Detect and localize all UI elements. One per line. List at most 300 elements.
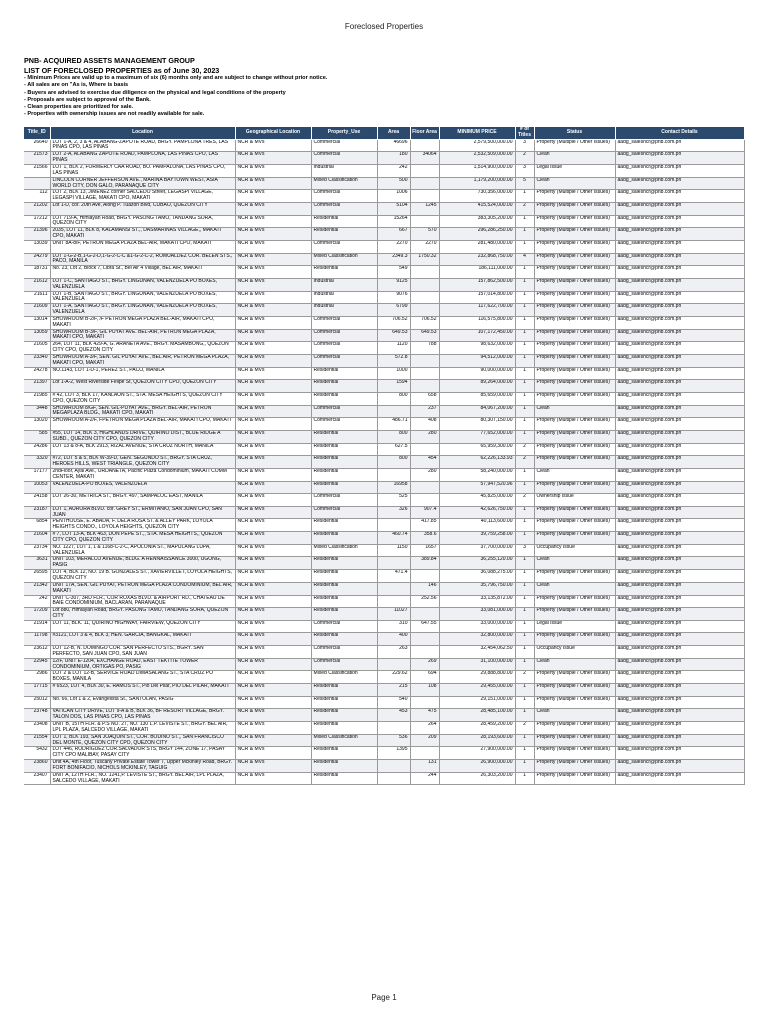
cell-floor-area	[410, 443, 439, 456]
cell-minimum-price: 28,193,600.00	[439, 734, 515, 747]
cell-location: LOT 1-A, 2, 3 & 4, ALABANG-ZAPOTE ROAD, BRGY. PAMPLONA TRES, LAS PINAS CPO, LAS PINAS	[50, 139, 235, 152]
cell-title-id: 24158	[24, 494, 50, 507]
cell-minimum-price: 42,626,750.00	[439, 506, 515, 519]
table-row	[24, 291, 744, 304]
cell-property-use: Mixed Classification	[311, 177, 377, 190]
cell-location: VATICAN CITY DRIVE, LOT 9-A & B, BLK 36, BF RESORT VILLAGE, BRGY. TALON DOS, LAS PINAS CPO, LAS PINAS	[50, 709, 235, 722]
table-row	[24, 671, 744, 684]
cell-area: 2270	[377, 241, 410, 254]
cell-floor-area	[410, 633, 439, 646]
cell-location: UNIT A, 12TH FLR., NO. 1241,P. LEVISTE ST., BRGY. BEL AIR, LPL PLAZA, SALCEDO VILLAGE, MAKATI	[50, 772, 235, 785]
cell-num-titles: 2	[515, 671, 534, 684]
table-row	[24, 544, 744, 557]
cell-minimum-price: 77,652,000.00	[439, 430, 515, 443]
cell-title-id: 17715	[24, 684, 50, 697]
cell-location: LOT 1-C, SANTIAGO ST., BRGY. LINGUNAN, VALENZUELA PO BOXES, VALENZUELA	[50, 278, 235, 291]
cell-minimum-price: 62,226,133.93	[439, 456, 515, 469]
cell-floor-area: 706.52	[410, 316, 439, 329]
cell-minimum-price: 232,868,750.00	[439, 253, 515, 266]
cell-status: Property (Multiple / Other Issues)	[534, 570, 615, 583]
cell-contact: aadg_salesncr@pnb.com.ph	[615, 329, 744, 342]
cell-property-use: Residential	[311, 608, 377, 621]
cell-location: #72, LOT 5 & 5, BLK W-39-D, GEN. SEGUNDO ST., BRGY. STA CRUZ, HEROES HILLS, WEST TRIANGLE, QUEZON CITY	[50, 456, 235, 469]
cell-minimum-price: 296,286,250.00	[439, 228, 515, 241]
notes-list	[24, 75, 744, 119]
cell-location: # 7, LOT 13-A, BLK 463, DON PEPE ST.,, STA. MESA HEIGHTS,, QUEZON CITY CPO, QUEZON CITY	[50, 532, 235, 545]
cell-area	[377, 582, 410, 595]
cell-title-id: 23340	[24, 355, 50, 368]
cell-status: Property (Multiple / Other Issues)	[534, 696, 615, 709]
cell-title-id: 24286	[24, 443, 50, 456]
cell-area: 486.71	[377, 418, 410, 431]
cell-property-use: Commercial	[311, 494, 377, 507]
cell-minimum-price: 32,800,000.00	[439, 633, 515, 646]
cell-minimum-price: 36,088,275.00	[439, 570, 515, 583]
cell-num-titles: 1	[515, 304, 534, 317]
cell-num-titles: 2	[515, 203, 534, 216]
cell-title-id: 21985	[24, 392, 50, 405]
cell-minimum-price: 57,947,520.96	[439, 481, 515, 494]
cell-title-id: 17177	[24, 468, 50, 481]
cell-geo-location: NCR & MVs	[235, 608, 311, 621]
cell-area: 572.8	[377, 355, 410, 368]
note-item: - Properties with ownership issues are not readily available for sale.	[24, 111, 205, 118]
cell-location: LINCOLN CORNER JEFFERSON AVE., MARINA BAYTOWN WEST, ASIA WORLD CITY, DON GALO, PARANAQUE CITY	[50, 177, 235, 190]
cell-minimum-price: 84,067,200.00	[439, 405, 515, 418]
cell-num-titles: 1	[515, 582, 534, 595]
cell-area: 263	[377, 646, 410, 659]
cell-title-id: 17212	[24, 215, 50, 228]
cell-location: LOT 1-B, SANTIAGO ST., BRGY. LINGUNAN, VALENZUELA PO BOXES, VALENZUELA	[50, 291, 235, 304]
cell-geo-location: NCR & MVs	[235, 620, 311, 633]
cell-status: Property (Multiple / Other Issues)	[534, 443, 615, 456]
cell-floor-area: 34064	[410, 152, 439, 165]
cell-floor-area: 658	[410, 392, 439, 405]
cell-property-use: Commercial	[311, 620, 377, 633]
cell-property-use: Residential	[311, 215, 377, 228]
cell-title-id: 11798	[24, 633, 50, 646]
cell-num-titles: 4	[515, 253, 534, 266]
table-row	[24, 355, 744, 368]
cell-property-use: Residential	[311, 532, 377, 545]
cell-area: 540	[377, 696, 410, 709]
table-row	[24, 430, 744, 443]
cell-status: Property (Multiple / Other Issues)	[534, 291, 615, 304]
cell-property-use: Residential	[311, 557, 377, 570]
cell-geo-location: NCR & MVs	[235, 152, 311, 165]
cell-title-id: 3631	[24, 557, 50, 570]
cell-property-use: Commercial	[311, 506, 377, 519]
cell-area	[377, 658, 410, 671]
cell-status: Property (Multiple / Other Issues)	[534, 608, 615, 621]
cell-geo-location: NCR & MVs	[235, 380, 311, 393]
cell-floor-area: 209	[410, 734, 439, 747]
cell-area: 471.4	[377, 570, 410, 583]
cell-geo-location: NCR & MVs	[235, 304, 311, 317]
cell-property-use: Residential	[311, 595, 377, 608]
cell-contact: aadg_salesncr@pnb.com.ph	[615, 747, 744, 760]
cell-num-titles: 1	[515, 228, 534, 241]
cell-location: # 42, LOT 3, BLK 17, KANLAON ST., STA. MESA HEIGHTS, QUEZON CITY CPO, QUEZON CITY	[50, 392, 235, 405]
cell-floor-area	[410, 266, 439, 279]
cell-property-use: Commercial	[311, 329, 377, 342]
cell-floor-area: 2270	[410, 241, 439, 254]
cell-title-id: 24278	[24, 367, 50, 380]
cell-floor-area: 417.85	[410, 519, 439, 532]
table-row	[24, 152, 744, 165]
cell-area	[377, 772, 410, 785]
cell-geo-location: NCR & MVs	[235, 418, 311, 431]
cell-geo-location: NCR & MVs	[235, 430, 311, 443]
cell-location: UNIT 17A, SEN. GIL PUYAT, PETRON MEGA PLAZA CONDOMINIUM, BEL AIR, MAKATI	[50, 582, 235, 595]
page-number: Page 1	[371, 993, 397, 1002]
note-item: - Clean properties are prioritized for sale.	[24, 104, 134, 111]
cell-status: Clean	[534, 709, 615, 722]
cell-contact: aadg_salesncr@pnb.com.ph	[615, 468, 744, 481]
cell-area: 242	[377, 164, 410, 177]
cell-floor-area	[410, 608, 439, 621]
cell-status: Property (Multiple / Other Issues)	[534, 367, 615, 380]
cell-geo-location: NCR & MVs	[235, 684, 311, 697]
col-header-location: Location	[50, 127, 235, 139]
cell-area: 11027	[377, 608, 410, 621]
cell-status: Property (Multiple / Other Issues)	[534, 519, 615, 532]
cell-geo-location: NCR & MVs	[235, 646, 311, 659]
cell-contact: aadg_salesncr@pnb.com.ph	[615, 734, 744, 747]
cell-minimum-price: 90,000,000.00	[439, 367, 515, 380]
cell-geo-location: NCR & MVs	[235, 164, 311, 177]
cell-status: Clean	[534, 658, 615, 671]
cell-title-id: 18731	[24, 266, 50, 279]
cell-property-use: Residential	[311, 772, 377, 785]
cell-title-id: 21609	[24, 304, 50, 317]
cell-minimum-price: 58,240,000.00	[439, 468, 515, 481]
cell-property-use: Residential	[311, 633, 377, 646]
cell-minimum-price: 1,179,200,000.00	[439, 177, 515, 190]
cell-title-id: 21573	[24, 152, 50, 165]
cell-contact: aadg_salesncr@pnb.com.ph	[615, 570, 744, 583]
cell-minimum-price: 27,900,000.00	[439, 747, 515, 760]
table-row	[24, 443, 744, 456]
cell-area	[377, 722, 410, 735]
cell-property-use: Residential	[311, 367, 377, 380]
cell-minimum-price: 40,113,600.00	[439, 519, 515, 532]
cell-contact: aadg_salesncr@pnb.com.ph	[615, 316, 744, 329]
cell-minimum-price: 116,575,800.00	[439, 316, 515, 329]
cell-property-use: Commercial	[311, 139, 377, 152]
cell-geo-location: NCR & MVs	[235, 481, 311, 494]
cell-area	[377, 760, 410, 773]
cell-status: Property (Multiple / Other Issues)	[534, 633, 615, 646]
cell-area: 1120	[377, 342, 410, 355]
col-header-contact: Contact Details	[615, 127, 744, 139]
cell-title-id: 26640	[24, 139, 50, 152]
cell-area: 549	[377, 266, 410, 279]
cell-location: LOT 12-B, N. DOMINGO COR. SAN PERFECTO STS., BGRY. SAN PERFECTO, SAN JUAN CPO, SAN JUAN	[50, 646, 235, 659]
cell-property-use: Industrial	[311, 291, 377, 304]
cell-status: Legal Issue	[534, 620, 615, 633]
cell-title-id: 23734	[24, 544, 50, 557]
cell-minimum-price: 33,000,000.00	[439, 620, 515, 633]
cell-property-use: Commercial	[311, 241, 377, 254]
cell-contact: aadg_salesncr@pnb.com.ph	[615, 608, 744, 621]
cell-location: LOT 2, BLK 13, JIMENEZ corner SALCEDO Street, LEGASPI VILLAGE, LEGASPI VILLAGE, MAKATI CPO, MAKATI	[50, 190, 235, 203]
cell-area: 1000	[377, 367, 410, 380]
cell-status: Property (Multiple / Other Issues)	[534, 392, 615, 405]
cell-status: Property (Multiple / Other Issues)	[534, 418, 615, 431]
cell-geo-location: NCR & MVs	[235, 557, 311, 570]
cell-title-id: 17209	[24, 608, 50, 621]
table-row	[24, 519, 744, 532]
table-row	[24, 772, 744, 785]
cell-status: Property (Multiple / Other Issues)	[534, 329, 615, 342]
cell-contact: aadg_salesncr@pnb.com.ph	[615, 646, 744, 659]
cell-minimum-price: 35,796,750.00	[439, 582, 515, 595]
cell-geo-location: NCR & MVs	[235, 342, 311, 355]
cell-location: NO. 1227, LOT 1, 1 & 1168-C-2-C, APOLONIA ST., MAPULANG LUPA, VALENZUELA	[50, 544, 235, 557]
cell-area: 229.62	[377, 671, 410, 684]
cell-num-titles: 1	[515, 329, 534, 342]
cell-property-use: Residential	[311, 709, 377, 722]
cell-contact: aadg_salesncr@pnb.com.ph	[615, 684, 744, 697]
cell-title-id: 585	[24, 430, 50, 443]
cell-contact: aadg_salesncr@pnb.com.ph	[615, 620, 744, 633]
cell-num-titles: 1	[515, 696, 534, 709]
cell-title-id: 21604	[24, 532, 50, 545]
cell-contact: aadg_salesncr@pnb.com.ph	[615, 532, 744, 545]
cell-contact: aadg_salesncr@pnb.com.ph	[615, 481, 744, 494]
note-item: - Buyers are advised to exercise due diligence on the physical and legal conditions of the property	[24, 89, 286, 96]
cell-property-use: Commercial	[311, 203, 377, 216]
cell-floor-area: 146	[410, 582, 439, 595]
cell-property-use: Commercial	[311, 152, 377, 165]
cell-location: LOT 1, BLK 2, FORMERLY CAA ROAD, BO. PAMPALONA, LAS PINAS CPO, LAS PINAS	[50, 164, 235, 177]
table-row	[24, 392, 744, 405]
cell-title-id: 21342	[24, 582, 50, 595]
cell-status: Property (Multiple / Other Issues)	[534, 266, 615, 279]
cell-location: LOT 2 & LOT 12-B, SERVICE ROAD DIMASALANG ST., STA CRUZ PO BOXES, MANILA	[50, 671, 235, 684]
cell-num-titles: 1	[515, 418, 534, 431]
cell-title-id: 23748	[24, 709, 50, 722]
cell-property-use: Residential	[311, 228, 377, 241]
cell-minimum-price: 383,305,200.00	[439, 215, 515, 228]
document-heading	[24, 56, 744, 119]
cell-geo-location: NCR & MVs	[235, 570, 311, 583]
cell-area: 525	[377, 494, 410, 507]
cell-area: 1006	[377, 190, 410, 203]
cell-floor-area	[410, 380, 439, 393]
cell-num-titles: 1	[515, 355, 534, 368]
cell-property-use: Mixed Classification	[311, 671, 377, 684]
cell-location: LOT 26-30, METRICA ST., BRGY. 497, SAMPALOC EAST, MANILA	[50, 494, 235, 507]
cell-status: Property (Multiple / Other Issues)	[534, 734, 615, 747]
cell-area: 667	[377, 228, 410, 241]
cell-geo-location: NCR & MVs	[235, 506, 311, 519]
cell-area: 180	[377, 152, 410, 165]
cell-floor-area: 358.6	[410, 532, 439, 545]
cell-floor-area	[410, 291, 439, 304]
table-row	[24, 595, 744, 608]
cell-floor-area	[410, 494, 439, 507]
cell-area: 5104	[377, 203, 410, 216]
cell-location: LOT 446, RODRIGUEZ COR.SALVADOR STS, BRGY 144, ZONE 17, PASAY CITY CPO MALIBAY, PASAY CITY	[50, 747, 235, 760]
cell-num-titles: 2	[515, 152, 534, 165]
cell-num-titles: 1	[515, 747, 534, 760]
cell-geo-location: NCR & MVs	[235, 316, 311, 329]
cell-title-id: 13020	[24, 418, 50, 431]
cell-geo-location: NCR & MVs	[235, 228, 311, 241]
table-row	[24, 215, 744, 228]
cell-area	[377, 468, 410, 481]
cell-geo-location: NCR & MVs	[235, 329, 311, 342]
cell-status: Property (Multiple / Other Issues)	[534, 355, 615, 368]
cell-geo-location: NCR & MVs	[235, 266, 311, 279]
cell-floor-area: 1750.32	[410, 253, 439, 266]
cell-geo-location: NCR & MVs	[235, 139, 311, 152]
cell-area: 326	[377, 506, 410, 519]
cell-geo-location: NCR & MVs	[235, 355, 311, 368]
cell-floor-area: 647.55	[410, 620, 439, 633]
cell-property-use: Residential	[311, 747, 377, 760]
cell-location: Lot 880, Himlayan Road, BRGY. PASONG TAMO, TANDANG SORA, QUEZON CITY	[50, 608, 235, 621]
cell-status: Clean	[534, 152, 615, 165]
cell-status: Clean	[534, 177, 615, 190]
cell-location: SHOWROOM B-2/F, /F PETRON MEGA PLAZA BEL-AIR, MAKATI CPO, MAKATI	[50, 316, 235, 329]
cell-area: 706.52	[377, 316, 410, 329]
col-header-minimum-price: MINIMUM PRICE	[439, 127, 515, 139]
cell-title-id: 21612	[24, 278, 50, 291]
cell-property-use: Residential	[311, 266, 377, 279]
cell-num-titles: 1	[515, 380, 534, 393]
cell-location: LOT 1-A, SANTIAGO ST., BRGY. LINGUNAN, VALENZUELA PO BOXES, VALENZUELA	[50, 304, 235, 317]
cell-minimum-price: 157,014,800.00	[439, 291, 515, 304]
cell-property-use: Residential	[311, 519, 377, 532]
cell-title-id: 21554	[24, 734, 50, 747]
cell-status: Clean	[534, 582, 615, 595]
cell-area	[377, 519, 410, 532]
cell-geo-location: NCR & MVs	[235, 203, 311, 216]
cell-floor-area: 252.56	[410, 595, 439, 608]
cell-minimum-price: 186,111,000.00	[439, 266, 515, 279]
cell-contact: aadg_salesncr@pnb.com.ph	[615, 266, 744, 279]
cell-contact: aadg_salesncr@pnb.com.ph	[615, 405, 744, 418]
cell-status: Clean	[534, 468, 615, 481]
cell-title-id: 23187	[24, 506, 50, 519]
cell-area	[377, 595, 410, 608]
cell-location: LOT 1-G-2-B,1-G-2-D,1-G-2-C-C &1-G-2-C-2, ROMUALDEZ COR. BELEN STS., PACO, MANILA	[50, 253, 235, 266]
cell-location: SHOWROOM 8/GF, SEN. GIL-PUYAT AVE., BRGY. BEL-AIR, PETRON MEGAPLAZA BLDG., MAKATI CPO, MAKATI	[50, 405, 235, 418]
cell-area: 400	[377, 633, 410, 646]
cell-num-titles: 2	[515, 456, 534, 469]
cell-title-id: 23408	[24, 722, 50, 735]
cell-floor-area: 408	[410, 418, 439, 431]
note-item: - Minimum Prices are valid up to a maximum of six (6) months only and are subject to change without prior notice.	[24, 75, 328, 81]
cell-contact: aadg_salesncr@pnb.com.ph	[615, 582, 744, 595]
cell-num-titles: 3	[515, 139, 534, 152]
col-header-title-id: Title_ID	[24, 127, 50, 139]
cell-location: LOT 719-A, Himlayan Road, BRGY. PASONG TAMO, TANDANG SORA, QUEZON CITY	[50, 215, 235, 228]
table-row	[24, 329, 744, 342]
cell-contact: aadg_salesncr@pnb.com.ph	[615, 722, 744, 735]
cell-num-titles: 1	[515, 392, 534, 405]
cell-minimum-price: 26,900,000.00	[439, 760, 515, 773]
cell-location: 12/F, UNIT E-1204, EXCHANGE ROAD, EAST TEKTITE TOWER CONDOMINIUM, ORTIGAS PO, PASIG	[50, 658, 235, 671]
cell-location: VALENZUELA-PO BOXES, VALENZUELA	[50, 481, 235, 494]
cell-area: 6799	[377, 304, 410, 317]
table-row	[24, 367, 744, 380]
cell-num-titles: 1	[515, 506, 534, 519]
cell-property-use: Residential	[311, 430, 377, 443]
cell-status: Property (Multiple / Other Issues)	[534, 595, 615, 608]
cell-status: Property (Multiple / Other Issues)	[534, 304, 615, 317]
cell-contact: aadg_salesncr@pnb.com.ph	[615, 418, 744, 431]
cell-title-id: 13059	[24, 329, 50, 342]
cell-property-use: Residential	[311, 570, 377, 583]
cell-contact: aadg_salesncr@pnb.com.ph	[615, 278, 744, 291]
cell-minimum-price: 39,759,258.00	[439, 532, 515, 545]
cell-area: 15264	[377, 215, 410, 228]
cell-contact: aadg_salesncr@pnb.com.ph	[615, 190, 744, 203]
cell-geo-location: NCR & MVs	[235, 177, 311, 190]
cell-title-id	[24, 177, 50, 190]
table-header-row	[24, 127, 744, 139]
cell-title-id: 2986	[24, 671, 50, 684]
table-row	[24, 709, 744, 722]
org-title: PNB- ACQUIRED ASSETS MANAGEMENT GROUP	[24, 56, 195, 65]
cell-property-use: Residential	[311, 684, 377, 697]
cell-geo-location: NCR & MVs	[235, 633, 311, 646]
cell-minimum-price: 31,100,000.00	[439, 658, 515, 671]
cell-property-use: Industrial	[311, 278, 377, 291]
cell-title-id: 242	[24, 595, 50, 608]
cell-geo-location: NCR & MVs	[235, 519, 311, 532]
cell-status: Property (Multiple / Other Issues)	[534, 190, 615, 203]
table-row	[24, 418, 744, 431]
cell-location: LOT 1, BLK 193, SAN JOAQUIN ST., COR. BODINO ST.,, SAN FRANCISCO DEL MONTE, QUEZON CITY CPO, QUEZON CITY	[50, 734, 235, 747]
cell-title-id: 23860	[24, 760, 50, 773]
cell-minimum-price: 32,454,062.50	[439, 646, 515, 659]
cell-title-id: 26595	[24, 570, 50, 583]
cell-minimum-price: 28,459,200.00	[439, 722, 515, 735]
cell-minimum-price: 37,700,000.00	[439, 544, 515, 557]
cell-property-use: Residential	[311, 456, 377, 469]
cell-property-use: Commercial	[311, 405, 377, 418]
cell-num-titles: 1	[515, 316, 534, 329]
cell-location: LOT 4, BLK 12, NO. 19 B. GONZALES ST., XAVIERVILLE I, LOYOLA HEIGHTS, QUEZON CITY	[50, 570, 235, 583]
cell-status: Property (Multiple / Other Issues)	[534, 430, 615, 443]
cell-area: 310	[377, 620, 410, 633]
cell-minimum-price: 107,172,450.00	[439, 329, 515, 342]
cell-location: PENTHOUSE, E. ABADA, F. DELA ROSA ST. & ALLEY PARK, LOYOLA HEIGHTS CONDO., LOYOLA HEIGHTS, QUEZON CITY	[50, 519, 235, 532]
cell-area: 1150	[377, 544, 410, 557]
cell-contact: aadg_salesncr@pnb.com.ph	[615, 633, 744, 646]
cell-geo-location: NCR & MVs	[235, 671, 311, 684]
cell-area: 649.53	[377, 329, 410, 342]
cell-floor-area: 475	[410, 709, 439, 722]
cell-contact: aadg_salesncr@pnb.com.ph	[615, 367, 744, 380]
properties-table	[24, 127, 745, 785]
cell-title-id: 21914	[24, 620, 50, 633]
cell-geo-location: NCR & MVs	[235, 595, 311, 608]
cell-geo-location: NCR & MVs	[235, 696, 311, 709]
cell-num-titles: 3	[515, 164, 534, 177]
cell-title-id: 112	[24, 190, 50, 203]
cell-area: 16958	[377, 481, 410, 494]
cell-area: 1395	[377, 747, 410, 760]
cell-floor-area: 280	[410, 468, 439, 481]
table-row	[24, 139, 744, 152]
cell-num-titles: 1	[515, 405, 534, 418]
